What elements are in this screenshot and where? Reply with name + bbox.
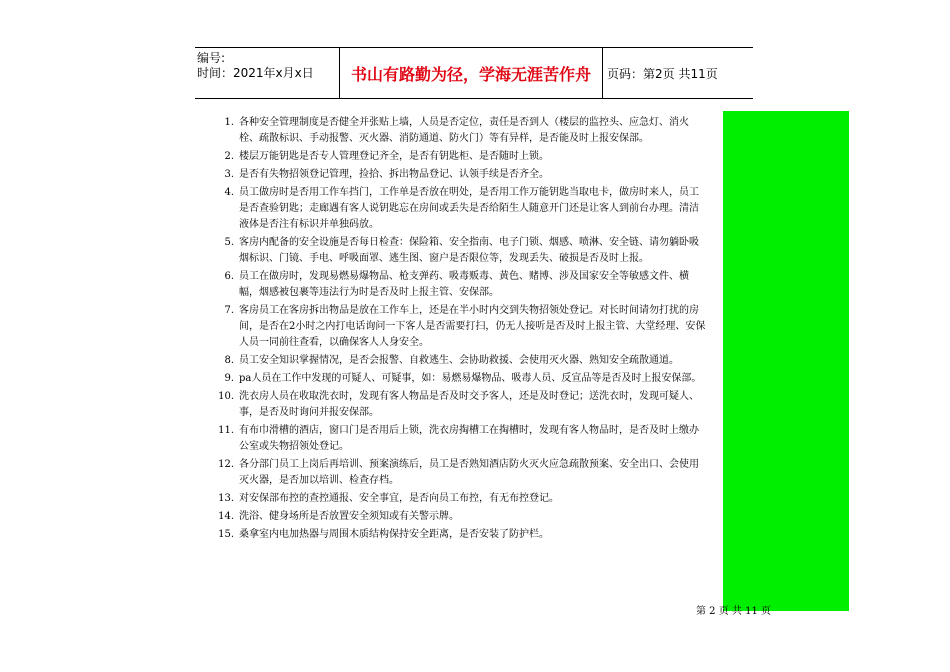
list-item-text: 洗衣房人员在收取洗衣时，发现有客人物品是否及时交予客人，还是及时登记；送洗衣时，发现可疑人、事，是否及时询问并报安保部。 bbox=[239, 391, 699, 418]
list-item-number: 5. bbox=[224, 237, 234, 248]
list-item-number: 9. bbox=[224, 373, 234, 384]
list-item-text: 有布巾滑槽的酒店，窗口门是否用后上锁，洗衣房掏槽工在掏槽时，发现有客人物品时，是否及时上缴办公室或失物招领处登记。 bbox=[239, 425, 699, 452]
list-item-number: 10. bbox=[218, 391, 234, 402]
list-item bbox=[212, 269, 706, 301]
list-item-text: 对安保部布控的查控通报、安全事宜，是否向员工布控，有无布控登记。 bbox=[239, 493, 559, 504]
list-item bbox=[212, 235, 706, 267]
header-divider bbox=[602, 48, 603, 98]
list-item bbox=[212, 149, 706, 165]
list-item-number: 3. bbox=[224, 169, 234, 180]
header-time: 时间：2021年x月x日 bbox=[197, 66, 314, 80]
list-item-number: 12. bbox=[218, 459, 234, 470]
list-item-number: 13. bbox=[218, 493, 234, 504]
list-item-text: 员工做房时是否用工作车挡门，工作单是否放在明处，是否用工作万能钥匙当取电卡，做房时来人，员工是否查验钥匙；走廊遇有客人说钥匙忘在房间或丢失是否给陌生人随意开门还是让客人到前台办理。清洁液体是否注有标识并单独码放。 bbox=[239, 187, 699, 230]
list-item-number: 1. bbox=[224, 117, 234, 128]
list-item-number: 15. bbox=[218, 529, 234, 540]
list-item-number: 11. bbox=[218, 425, 234, 436]
list-item-text: 员工在做房时，发现易燃易爆物品、枪支弹药、吸毒贩毒、黄色、赌博、涉及国家安全等敏感文件、横幅，烟感被包裹等违法行为时是否及时上报主管、安保部。 bbox=[239, 271, 689, 298]
page-header bbox=[195, 47, 753, 99]
list-item-number: 8. bbox=[224, 355, 234, 366]
list-item-text: 是否有失物招领登记管理，捡拾、拆出物品登记、认领手续是否齐全。 bbox=[239, 169, 549, 180]
checklist bbox=[212, 115, 706, 545]
list-item bbox=[212, 371, 706, 387]
list-item-text: 洗浴、健身场所是否放置安全须知或有关警示牌。 bbox=[239, 511, 459, 522]
list-item bbox=[212, 167, 706, 183]
list-item-number: 7. bbox=[224, 305, 234, 316]
list-item-text: pa人员在工作中发现的可疑人、可疑事，如：易燃易爆物品、吸毒人员、反宣品等是否及时上报安保部。 bbox=[239, 373, 702, 384]
list-item-number: 14. bbox=[218, 511, 234, 522]
list-item bbox=[212, 303, 706, 351]
list-item-text: 客房内配备的安全设施是否每日检查：保险箱、安全指南、电子门锁、烟感、喷淋、安全链、请勿躺卧吸烟标识、门镜、手电、呼吸面罩、逃生图、窗户是否限位等，发现丢失、破损是否及时上报。 bbox=[239, 237, 699, 264]
list-item-text: 各种安全管理制度是否健全并张贴上墙，人员是否定位，责任是否到人（楼层的监控头、应急灯、消火栓、疏散标识、手动报警、灭火器、消防通道、防火门）等有异样，是否能及时上报安保部。 bbox=[239, 117, 689, 144]
list-item bbox=[212, 491, 706, 507]
list-item bbox=[212, 185, 706, 233]
list-item-number: 6. bbox=[224, 271, 234, 282]
list-item-number: 2. bbox=[224, 151, 234, 162]
list-item bbox=[212, 423, 706, 455]
list-item-number: 4. bbox=[224, 187, 234, 198]
list-item-text: 客房员工在客房拆出物品是放在工作车上，还是在半小时内交到失物招领处登记。对长时间请勿打扰的房间，是否在2小时之内打电话询问一下客人是否需要打扫，仍无人接听是否及时上报主管、大堂经理、安保人员一同前往查看，以确保客人人身安全。 bbox=[239, 305, 706, 348]
header-page-info: 页码：第2页 共11页 bbox=[607, 66, 718, 81]
header-motto: 书山有路勤为径，学海无涯苦作舟 bbox=[350, 64, 591, 84]
list-item bbox=[212, 353, 706, 369]
list-item bbox=[212, 115, 706, 147]
list-item bbox=[212, 457, 706, 489]
list-item bbox=[212, 527, 706, 543]
header-code-label: 编号: bbox=[197, 51, 226, 65]
list-item-text: 楼层万能钥匙是否专人管理登记齐全，是否有钥匙柜、是否随时上锁。 bbox=[239, 151, 549, 162]
list-item bbox=[212, 509, 706, 525]
list-item bbox=[212, 389, 706, 421]
list-item-text: 桑拿室内电加热器与周围木质结构保持安全距离，是否安装了防护栏。 bbox=[239, 529, 549, 540]
header-meta bbox=[197, 51, 337, 81]
list-item-text: 各分部门员工上岗后再培训、预案演练后，员工是否熟知酒店防火灭火应急疏散预案、安全出口、会使用灭火器，是否加以培训、检查存档。 bbox=[239, 459, 699, 486]
green-block bbox=[723, 111, 849, 611]
list-item-text: 员工安全知识掌握情况，是否会报警、自救逃生、会协助救援、会使用灭火器、熟知安全疏散通道。 bbox=[239, 355, 679, 366]
page-footer: 第 2 页 共 11 页 bbox=[696, 606, 771, 617]
